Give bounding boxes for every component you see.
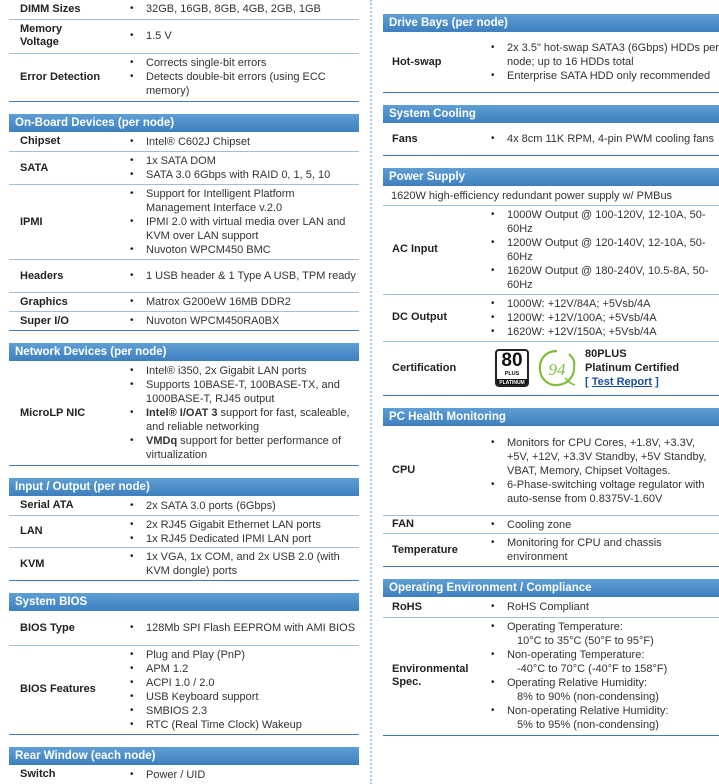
certification-block <box>487 345 719 391</box>
row-label: DIMM Sizes <box>9 0 126 19</box>
list-item: • RoHS Compliant <box>487 600 719 614</box>
list-item: • 6-Phase-switching voltage regulator with auto-sense from 0.8375V-1.60V <box>487 478 719 506</box>
ac-input-row <box>383 205 719 294</box>
section-header-health: PC Health Monitoring <box>383 408 719 427</box>
bios-features-row <box>9 645 359 734</box>
environment-table <box>383 598 719 736</box>
graphics-row <box>9 293 359 312</box>
power-summary-row <box>383 187 719 205</box>
switch-row <box>9 766 359 784</box>
row-label: Hot-swap <box>383 33 487 92</box>
list-item: • APM 1.2 <box>126 662 359 676</box>
list-item: • 1620W: +12V/150A; +5Vsb/4A <box>487 325 719 339</box>
bios-type-row <box>9 612 359 645</box>
row-label: RoHS <box>383 598 487 617</box>
list-item: • 4x 8cm 11K RPM, 4-pin PWM cooling fans <box>487 132 719 146</box>
list-item: • 128Mb SPI Flash EEPROM with AMI BIOS <box>126 621 359 635</box>
headers-row <box>9 260 359 293</box>
section-header-onboard: On-Board Devices (per node) <box>9 114 359 133</box>
environmental-spec-row <box>383 617 719 735</box>
op-temp-label: Operating Temperature: <box>507 621 623 633</box>
cooling-table <box>383 124 719 157</box>
section-header-network: Network Devices (per node) <box>9 343 359 362</box>
section-header-power: Power Supply <box>383 168 719 187</box>
list-item: • 1000W Output @ 100-120V, 12-10A, 50-60Hz <box>487 208 719 236</box>
green-number: 94 <box>548 360 566 379</box>
power-summary: 1620W high-efficiency redundant power supply w/ PMBus <box>383 187 719 205</box>
right-column <box>383 0 719 736</box>
list-item: • Power / UID <box>126 768 359 782</box>
list-item: • RTC (Real Time Clock) Wakeup <box>126 718 359 732</box>
list-item: • Matrox G200eW 16MB DDR2 <box>126 295 359 309</box>
list-item <box>487 648 719 676</box>
lan-row <box>9 516 359 548</box>
cert-report <box>585 375 679 389</box>
sata-row <box>9 152 359 185</box>
list-item: • 1x VGA, 1x COM, and 2x USB 2.0 (with KVM dongle) ports <box>126 550 359 578</box>
list-item: • Detects double-bit errors (using ECC memory) <box>126 70 359 98</box>
list-item: • 1x SATA DOM <box>126 154 359 168</box>
dimm-sizes-row <box>9 0 359 19</box>
power-table <box>383 187 719 396</box>
error-detection-row <box>9 53 359 101</box>
badge-number: 80 <box>501 350 523 371</box>
row-label: Super I/O <box>9 312 126 331</box>
list-item: • Intel® C602J Chipset <box>126 135 359 149</box>
row-label: Chipset <box>9 133 126 152</box>
list-item: • 1200W Output @ 120-140V, 12-10A, 50-60Hz <box>487 236 719 264</box>
nonop-temp-value: -40°C to 70°C (-40°F to 158°F) <box>517 663 668 675</box>
row-label: Graphics <box>9 293 126 312</box>
row-label: AC Input <box>383 205 487 294</box>
list-item: • 1000W: +12V/84A; +5Vsb/4A <box>487 297 719 311</box>
row-label: FAN <box>383 516 487 534</box>
row-label: LAN <box>9 516 126 548</box>
hot-swap-row <box>383 33 719 92</box>
row-label: SATA <box>9 152 126 185</box>
list-item: • Supports 10BASE-T, 100BASE-TX, and 1000BASE-T, RJ45 output <box>126 378 359 406</box>
left-column <box>9 0 359 784</box>
list-item: • 2x SATA 3.0 ports (6Gbps) <box>126 499 359 513</box>
list-item: • IPMI 2.0 with virtual media over LAN and KVM over LAN support <box>126 215 359 243</box>
vmdq-bold: VMDq <box>146 435 178 448</box>
list-item: • 1x RJ45 Dedicated IPMI LAN port <box>126 532 359 546</box>
list-item <box>487 704 719 732</box>
ioat-bold: Intel® I/OAT 3 <box>146 407 218 420</box>
nonop-hum-label: Non-operating Relative Humidity: <box>507 705 669 717</box>
cpu-row <box>383 427 719 516</box>
rohs-row <box>383 598 719 617</box>
list-item: • 2x RJ45 Gigabit Ethernet LAN ports <box>126 518 359 532</box>
dc-output-row <box>383 294 719 341</box>
temperature-row <box>383 534 719 567</box>
vmdq-text: support for better performance of virtualization <box>146 435 342 462</box>
section-header-cooling: System Cooling <box>383 105 719 124</box>
bracket-open: [ <box>585 376 592 388</box>
row-label <box>383 617 487 735</box>
list-item: • 1620W Output @ 180-240V, 10.5-8A, 50-60Hz <box>487 264 719 292</box>
op-temp-value: 10°C to 35°C (50°F to 95°F) <box>517 635 654 647</box>
io-table <box>9 497 359 582</box>
certification-row <box>383 341 719 395</box>
env-label-line1: Environmental <box>392 663 469 675</box>
list-item: • 1200W: +12V/100A; +5Vsb/4A <box>487 311 719 325</box>
onboard-table <box>9 133 359 332</box>
list-item: • Monitors for CPU Cores, +1.8V, +3.3V, +5V, +12V, +3.3V Standby, +5V Standby, VBAT, Memory, Chipset Voltages. <box>487 436 719 478</box>
cert-line2: Platinum Certified <box>585 362 680 374</box>
test-report-link[interactable]: Test Report <box>591 376 653 388</box>
row-label: CPU <box>383 427 487 516</box>
list-item: • Monitoring for CPU and chassis environment <box>487 536 719 564</box>
list-item: • Plug and Play (PnP) <box>126 648 359 662</box>
row-label: Headers <box>9 260 126 293</box>
env-label-line2: Spec. <box>392 676 422 688</box>
list-item: • Nuvoton WPCM450RA0BX <box>126 314 359 328</box>
fans-row <box>383 124 719 156</box>
list-item <box>126 434 359 462</box>
chipset-row <box>9 133 359 152</box>
cert-line1: 80PLUS <box>585 348 627 360</box>
row-label: Serial ATA <box>9 497 126 516</box>
badge-tier: PLATINUM <box>497 379 527 387</box>
list-item: • Cooling zone <box>487 518 719 532</box>
section-header-rear: Rear Window (each node) <box>9 747 359 766</box>
superio-row <box>9 312 359 331</box>
row-label: DC Output <box>383 294 487 341</box>
fan-row <box>383 516 719 534</box>
list-item: • Intel® i350, 2x Gigabit LAN ports <box>126 364 359 378</box>
bracket-close: ] <box>652 376 659 388</box>
memory-voltage-row <box>9 19 359 53</box>
kvm-row <box>9 548 359 581</box>
list-item: • 2x 3.5" hot-swap SATA3 (6Gbps) HDDs per node; up to 16 HDDs total <box>487 41 719 69</box>
certification-text <box>585 347 679 389</box>
row-label: KVM <box>9 548 126 581</box>
health-table <box>383 427 719 568</box>
rear-table <box>9 766 359 784</box>
row-label: Temperature <box>383 534 487 567</box>
list-item: • ACPI 1.0 / 2.0 <box>126 676 359 690</box>
microlp-nic-row <box>9 362 359 465</box>
row-label: Fans <box>383 124 487 156</box>
list-item: • Enterprise SATA HDD only recommended <box>487 69 719 83</box>
row-label: Certification <box>383 341 487 395</box>
list-item: • SMBIOS 2.3 <box>126 704 359 718</box>
ipmi-row <box>9 185 359 260</box>
column-divider <box>370 0 372 784</box>
badge-plus: PLUS <box>504 371 520 377</box>
section-header-environment: Operating Environment / Compliance <box>383 579 719 598</box>
list-item <box>487 676 719 704</box>
row-label: Memory Voltage <box>9 19 126 53</box>
section-header-drive-bays: Drive Bays (per node) <box>383 14 719 33</box>
bios-table <box>9 612 359 735</box>
row-label: BIOS Type <box>9 612 126 645</box>
row-label: MicroLP NIC <box>9 362 126 465</box>
memory-table <box>9 0 359 102</box>
list-item: • Corrects single-bit errors <box>126 56 359 70</box>
nonop-temp-label: Non-operating Temperature: <box>507 649 645 661</box>
drive-bays-table <box>383 33 719 93</box>
network-table <box>9 362 359 466</box>
list-item: • Nuvoton WPCM450 BMC <box>126 243 359 257</box>
list-item: • Support for Intelligent Platform Management Interface v.2.0 <box>126 187 359 215</box>
serial-ata-row <box>9 497 359 516</box>
list-item: • SATA 3.0 6Gbps with RAID 0, 1, 5, 10 <box>126 168 359 182</box>
list-item: • 1.5 V <box>126 29 359 43</box>
green-efficiency-logo <box>535 348 579 388</box>
row-label: Switch <box>9 766 126 784</box>
ioat-text: support for fast, scaleable, and reliable networking <box>146 407 350 434</box>
op-hum-value: 8% to 90% (non-condensing) <box>517 691 659 703</box>
op-hum-label: Operating Relative Humidity: <box>507 677 648 689</box>
row-label: IPMI <box>9 185 126 260</box>
section-header-bios: System BIOS <box>9 593 359 612</box>
section-header-io: Input / Output (per node) <box>9 478 359 497</box>
80plus-badge <box>495 349 529 387</box>
list-item: • 1 USB header & 1 Type A USB, TPM ready <box>126 269 359 283</box>
row-label: Error Detection <box>9 53 126 101</box>
list-item: • USB Keyboard support <box>126 690 359 704</box>
list-item <box>126 406 359 434</box>
row-label: BIOS Features <box>9 645 126 734</box>
list-item <box>487 620 719 648</box>
list-item: • 32GB, 16GB, 8GB, 4GB, 2GB, 1GB <box>126 2 359 16</box>
nonop-hum-value: 5% to 95% (non-condensing) <box>517 719 659 731</box>
